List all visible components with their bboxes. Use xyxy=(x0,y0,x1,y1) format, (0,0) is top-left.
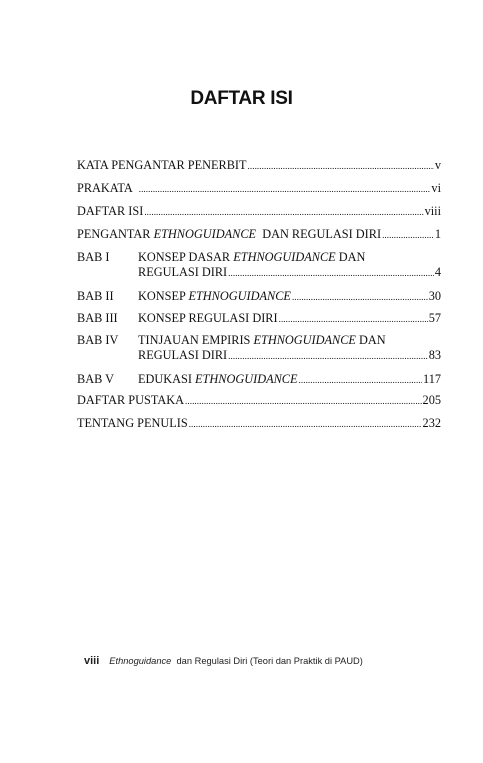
footer-book-title-italic: Ethnoguidance xyxy=(109,656,172,666)
toc-page-number: vi xyxy=(431,181,441,195)
toc-label: KATA PENGANTAR PENERBIT xyxy=(77,158,247,172)
leader-dots xyxy=(299,373,422,388)
toc-label: DAFTAR ISI xyxy=(77,204,144,218)
leader-dots xyxy=(292,290,428,305)
toc-page-number: 57 xyxy=(428,311,441,325)
italic-term: ETHNOGUIDANCE xyxy=(253,333,356,347)
toc-page-number: 232 xyxy=(422,416,441,430)
leader-dots xyxy=(228,266,434,281)
leader-dots xyxy=(189,417,422,432)
chapter-number: BAB IV xyxy=(77,333,119,347)
chapter-title-line-1: TINJAUAN EMPIRIS ETHNOGUIDANCE DAN xyxy=(138,333,386,347)
toc-page-number: 205 xyxy=(422,393,441,407)
toc-label: DAFTAR PUSTAKA xyxy=(77,393,185,407)
leader-dots xyxy=(144,205,423,220)
toc-page-number: viii xyxy=(424,204,441,218)
toc-page-number: 117 xyxy=(423,372,441,386)
toc-label: PENGANTAR ETHNOGUIDANCE DAN REGULASI DIRI xyxy=(77,227,382,241)
chapter-title: KONSEP ETHNOGUIDANCE xyxy=(138,289,291,303)
toc-entry-bab-1[interactable] xyxy=(77,250,441,282)
page-footer xyxy=(84,655,363,667)
italic-term: ETHNOGUIDANCE xyxy=(153,227,257,241)
toc-entry-daftar-pustaka[interactable] xyxy=(77,393,441,409)
leader-dots xyxy=(228,349,428,364)
chapter-number: BAB I xyxy=(77,250,110,264)
chapter-title-line-2: REGULASI DIRI xyxy=(138,348,228,362)
chapter-title: KONSEP REGULASI DIRI xyxy=(138,311,278,325)
toc-entry-prakata[interactable] xyxy=(77,181,441,197)
chapter-title: EDUKASI ETHNOGUIDANCE xyxy=(138,372,298,386)
toc-page-number: 83 xyxy=(428,348,441,362)
leader-dots xyxy=(279,312,428,327)
footer-page-number: viii xyxy=(84,655,100,667)
toc-entry-kata-pengantar[interactable] xyxy=(77,158,441,174)
chapter-title-line-2: REGULASI DIRI xyxy=(138,265,228,279)
toc-entry-pengantar[interactable] xyxy=(77,227,441,243)
leader-dots xyxy=(382,228,434,243)
italic-term: ETHNOGUIDANCE xyxy=(233,250,336,264)
leader-dots xyxy=(185,394,422,409)
toc-page-number: 1 xyxy=(434,227,441,241)
toc-page-number: 4 xyxy=(434,265,441,279)
toc-entry-bab-4[interactable] xyxy=(77,333,441,365)
chapter-number: BAB II xyxy=(77,289,114,303)
chapter-title-line-1: KONSEP DASAR ETHNOGUIDANCE DAN xyxy=(138,250,366,264)
page-title: DAFTAR ISI xyxy=(190,88,293,109)
leader-dots xyxy=(139,182,431,197)
toc-entry-tentang-penulis[interactable] xyxy=(77,416,441,432)
italic-term: ETHNOGUIDANCE xyxy=(188,289,291,303)
toc-page-number: v xyxy=(434,158,441,172)
chapter-number: BAB III xyxy=(77,311,118,325)
footer-book-title: dan Regulasi Diri (Teori dan Praktik di PAUD) xyxy=(171,656,363,666)
toc-label: TENTANG PENULIS xyxy=(77,416,188,430)
toc-label: PRAKATA xyxy=(77,181,133,195)
toc-page-number: 30 xyxy=(428,289,441,303)
toc-entry-daftar-isi[interactable] xyxy=(77,204,441,220)
chapter-number: BAB V xyxy=(77,372,115,386)
italic-term: ETHNOGUIDANCE xyxy=(195,372,298,386)
leader-dots xyxy=(248,159,434,174)
